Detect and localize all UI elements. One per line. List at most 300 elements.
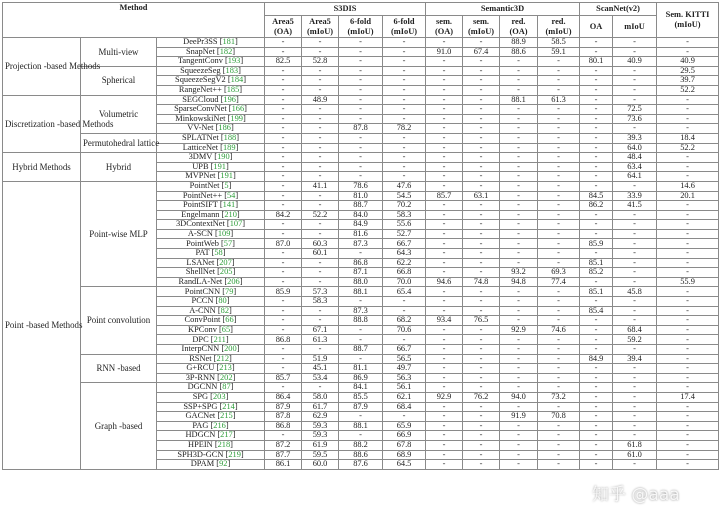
score-cell: - — [265, 47, 302, 57]
score-cell: - — [426, 66, 463, 76]
score-cell: 94.0 — [500, 392, 538, 402]
score-cell: - — [339, 354, 383, 364]
score-cell: - — [613, 76, 657, 86]
dataset-group-header: Semantic3D — [426, 3, 580, 16]
score-cell: - — [426, 124, 463, 134]
score-cell: - — [657, 258, 719, 268]
citation-link[interactable]: 166 — [231, 104, 245, 114]
score-cell: - — [613, 124, 657, 134]
method-header: Method — [3, 3, 265, 38]
score-cell: 61.7 — [302, 402, 339, 412]
method-name: DGCNN — [187, 382, 218, 392]
citation-link[interactable]: 5 — [224, 181, 229, 190]
table-row — [3, 153, 719, 163]
score-cell: - — [613, 297, 657, 307]
score-cell: - — [657, 124, 719, 134]
method-name: A-CNN — [189, 305, 216, 315]
score-cell: - — [339, 114, 383, 124]
score-cell: - — [657, 316, 719, 326]
citation-link[interactable]: 57 — [223, 238, 233, 248]
score-cell: - — [426, 268, 463, 278]
score-cell: - — [657, 201, 719, 211]
citation-link[interactable]: 80 — [218, 296, 227, 306]
method-name-cell: PCCN [80] — [157, 297, 265, 307]
citation-link[interactable]: 87 — [222, 382, 231, 392]
score-cell: - — [613, 460, 657, 470]
score-cell: - — [302, 201, 339, 211]
citation-link[interactable]: 211 — [213, 334, 226, 344]
score-cell: 17.4 — [657, 392, 719, 402]
score-cell: - — [500, 162, 538, 172]
score-cell: - — [500, 364, 538, 374]
method-name-cell: SPLATNet [188] — [157, 133, 265, 143]
score-cell: - — [339, 47, 383, 57]
score-cell: - — [339, 172, 383, 182]
citation-link[interactable]: 181 — [222, 37, 236, 47]
score-cell: 64.1 — [613, 172, 657, 182]
score-cell: 86.2 — [580, 201, 613, 211]
score-cell: - — [383, 306, 426, 316]
score-cell: 66.9 — [383, 431, 426, 441]
score-cell: - — [383, 133, 426, 143]
method-name-cell: UPB [191] — [157, 162, 265, 172]
citation-link[interactable]: 188 — [223, 133, 237, 143]
score-cell: - — [463, 114, 500, 124]
score-cell: - — [265, 162, 302, 172]
score-cell: - — [463, 354, 500, 364]
citation-link[interactable]: 214 — [222, 401, 235, 411]
score-cell: - — [538, 440, 580, 450]
score-cell: - — [657, 335, 719, 345]
score-cell: - — [463, 153, 500, 163]
score-cell: - — [265, 105, 302, 115]
method-name: 3DMV — [188, 152, 213, 162]
citation-link[interactable]: 182 — [219, 46, 233, 56]
citation-link[interactable]: 58 — [214, 248, 223, 258]
score-cell: 56.5 — [383, 354, 426, 364]
method-name-cell: DPAM [92] — [157, 460, 265, 470]
method-name: RangeNet++ — [178, 85, 222, 95]
score-cell: 69.3 — [538, 268, 580, 278]
score-cell: 66.7 — [383, 239, 426, 249]
score-cell: 80.1 — [580, 57, 613, 67]
score-cell: 58.3 — [383, 210, 426, 220]
method-name-cell: PointCNN [79] — [157, 287, 265, 297]
score-cell: - — [580, 143, 613, 153]
citation-link[interactable]: 206 — [227, 276, 240, 286]
score-cell: - — [265, 383, 302, 393]
table-row — [3, 133, 719, 143]
score-cell: - — [538, 258, 580, 268]
score-cell: 66.8 — [383, 268, 426, 278]
score-cell: - — [580, 105, 613, 115]
score-cell: - — [339, 143, 383, 153]
score-cell: - — [500, 383, 538, 393]
score-cell: 52.2 — [302, 210, 339, 220]
score-cell: 88.0 — [339, 277, 383, 287]
score-cell: 59.3 — [302, 421, 339, 431]
score-cell: - — [265, 143, 302, 153]
score-cell: - — [657, 460, 719, 470]
subcategory-cell: Multi-view — [81, 38, 157, 67]
score-cell: - — [265, 258, 302, 268]
citation-link[interactable]: 200 — [224, 344, 237, 354]
citation-link[interactable]: 92 — [219, 459, 228, 469]
table-header — [3, 3, 719, 38]
method-name-cell: DGCNN [87] — [157, 383, 265, 393]
score-cell: - — [383, 297, 426, 307]
score-cell: - — [265, 95, 302, 105]
score-cell: - — [613, 306, 657, 316]
score-cell: 61.9 — [302, 440, 339, 450]
score-cell: - — [463, 124, 500, 134]
score-cell: - — [580, 392, 613, 402]
score-cell: - — [538, 143, 580, 153]
citation-link[interactable]: 190 — [217, 152, 230, 162]
score-cell: - — [538, 162, 580, 172]
method-name: SEGCloud — [182, 94, 219, 104]
score-cell: - — [580, 335, 613, 345]
score-cell: - — [538, 133, 580, 143]
score-cell: - — [613, 229, 657, 239]
score-cell: - — [500, 143, 538, 153]
citation-link[interactable]: 216 — [213, 420, 226, 430]
score-cell: - — [500, 220, 538, 230]
citation-link[interactable]: 109 — [217, 228, 231, 238]
score-cell: - — [339, 325, 383, 335]
citation-link[interactable]: 219 — [228, 449, 241, 459]
score-cell: 45.8 — [613, 287, 657, 297]
score-cell: - — [265, 431, 302, 441]
score-cell: 84.5 — [580, 191, 613, 201]
score-cell: 67.8 — [383, 440, 426, 450]
citation-link[interactable]: 65 — [221, 324, 231, 334]
citation-link[interactable]: 207 — [219, 257, 232, 267]
score-cell: - — [463, 162, 500, 172]
citation-link[interactable]: 193 — [227, 56, 241, 66]
citation-link[interactable]: 189 — [222, 142, 236, 152]
score-cell: 49.7 — [383, 364, 426, 374]
score-cell: - — [657, 220, 719, 230]
score-cell: - — [538, 297, 580, 307]
score-cell: - — [500, 57, 538, 67]
score-cell: - — [538, 220, 580, 230]
score-cell: - — [265, 191, 302, 201]
citation-link[interactable]: 213 — [219, 363, 232, 373]
score-cell: 64.5 — [383, 460, 426, 470]
citation-link[interactable]: 82 — [220, 305, 229, 315]
column-header-line1: sem. — [435, 16, 453, 26]
score-cell: 86.1 — [265, 460, 302, 470]
score-cell: - — [463, 335, 500, 345]
score-cell: - — [538, 105, 580, 115]
score-cell: - — [426, 364, 463, 374]
score-cell: 60.3 — [302, 239, 339, 249]
method-name: ConvPoint — [184, 315, 221, 325]
score-cell: 60.0 — [302, 460, 339, 470]
score-cell: - — [657, 153, 719, 163]
column-header-line2: (mIoU) — [545, 26, 572, 36]
score-cell: - — [426, 172, 463, 182]
score-cell: - — [463, 287, 500, 297]
score-cell: - — [500, 306, 538, 316]
score-cell: - — [463, 105, 500, 115]
score-cell: - — [613, 373, 657, 383]
score-cell: 88.6 — [500, 47, 538, 57]
score-cell: - — [580, 316, 613, 326]
score-cell: - — [426, 412, 463, 422]
score-cell: 85.2 — [580, 268, 613, 278]
column-header — [580, 16, 613, 38]
score-cell: 29.5 — [657, 66, 719, 76]
method-name-cell: InterpCNN [200] — [157, 345, 265, 355]
score-cell: - — [426, 258, 463, 268]
score-cell: - — [657, 229, 719, 239]
method-name: MVPNet — [185, 171, 216, 181]
citation-link[interactable]: 79 — [225, 286, 234, 296]
method-name: SqueezeSeg — [180, 65, 221, 75]
score-cell: 61.3 — [538, 95, 580, 105]
score-cell: 39.7 — [657, 76, 719, 86]
score-cell: 87.8 — [339, 124, 383, 134]
score-cell: - — [657, 325, 719, 335]
score-cell: - — [580, 172, 613, 182]
dataset-group-header — [657, 3, 719, 38]
score-cell: - — [265, 297, 302, 307]
column-header-line1: sem. — [472, 16, 490, 26]
method-name-cell: PointWeb [57] — [157, 239, 265, 249]
citation-link[interactable]: 66 — [225, 315, 234, 325]
score-cell: - — [426, 354, 463, 364]
method-name-cell: SnapNet [182] — [157, 47, 265, 57]
citation-link[interactable]: 203 — [212, 392, 226, 402]
score-cell: - — [580, 229, 613, 239]
score-cell: - — [657, 421, 719, 431]
score-cell: - — [463, 95, 500, 105]
citation-link[interactable]: 212 — [216, 353, 229, 363]
score-cell: - — [302, 162, 339, 172]
score-cell: 57.3 — [302, 287, 339, 297]
score-cell: - — [265, 181, 302, 191]
score-cell: - — [463, 412, 500, 422]
score-cell: - — [657, 287, 719, 297]
method-name-cell: LSANet [207] — [157, 258, 265, 268]
score-cell: - — [580, 412, 613, 422]
method-name: SSP+SPG — [183, 401, 218, 411]
citation-link[interactable]: 205 — [219, 267, 233, 277]
score-cell: 91.0 — [426, 47, 463, 57]
score-cell: - — [265, 306, 302, 316]
score-cell: - — [657, 268, 719, 278]
score-cell: 85.1 — [580, 287, 613, 297]
method-name-cell: HDGCN [217] — [157, 431, 265, 441]
score-cell: - — [426, 38, 463, 48]
score-cell: 77.4 — [538, 277, 580, 287]
method-name: DeePr3SS — [183, 37, 218, 47]
column-header-line2: (mIoU) — [467, 26, 495, 36]
method-name: PAT — [195, 248, 210, 258]
score-cell: - — [538, 460, 580, 470]
score-cell: 86.4 — [265, 392, 302, 402]
score-cell: - — [302, 316, 339, 326]
citation-link[interactable]: 202 — [219, 372, 233, 382]
score-cell: - — [339, 105, 383, 115]
category-cell: Projection -based Methods — [3, 38, 81, 96]
citation-link[interactable]: 199 — [230, 113, 243, 123]
score-cell: 88.1 — [339, 421, 383, 431]
method-name: SnapNet — [185, 46, 215, 56]
score-cell: - — [265, 201, 302, 211]
score-cell: - — [613, 268, 657, 278]
score-cell: 59.2 — [613, 335, 657, 345]
subcategory-cell: Hybrid — [81, 153, 157, 182]
score-cell: - — [265, 38, 302, 48]
score-cell: - — [302, 124, 339, 134]
citation-link[interactable]: 196 — [223, 94, 236, 104]
citation-link[interactable]: 54 — [226, 190, 236, 200]
score-cell: - — [463, 306, 500, 316]
score-cell: 54.5 — [383, 191, 426, 201]
score-cell: 59.5 — [302, 450, 339, 460]
score-cell: - — [463, 249, 500, 259]
citation-link[interactable]: 191 — [213, 161, 226, 171]
score-cell: - — [426, 210, 463, 220]
score-cell: 86.8 — [339, 258, 383, 268]
score-cell: - — [613, 383, 657, 393]
score-cell: - — [463, 450, 500, 460]
citation-link[interactable]: 107 — [229, 219, 243, 229]
score-cell: - — [463, 258, 500, 268]
score-cell: - — [426, 402, 463, 412]
score-cell: - — [426, 105, 463, 115]
method-name-cell: MVPNet [191] — [157, 172, 265, 182]
score-cell: 66.7 — [383, 345, 426, 355]
score-cell: - — [657, 47, 719, 57]
score-cell: - — [538, 66, 580, 76]
score-cell: 85.4 — [580, 306, 613, 316]
score-cell: - — [500, 229, 538, 239]
citation-link[interactable]: 141 — [222, 200, 236, 210]
score-cell: - — [538, 306, 580, 316]
score-cell: - — [613, 258, 657, 268]
score-cell: 14.6 — [657, 181, 719, 191]
method-name: SPLATNet — [182, 133, 219, 143]
score-cell: 86.8 — [265, 421, 302, 431]
score-cell: 81.0 — [339, 191, 383, 201]
column-header — [538, 16, 580, 38]
column-header-line2: (OA) — [273, 26, 293, 36]
score-cell: - — [426, 153, 463, 163]
citation-link[interactable]: 184 — [230, 75, 244, 85]
score-cell: 93.4 — [426, 316, 463, 326]
score-cell: - — [426, 450, 463, 460]
score-cell: - — [302, 114, 339, 124]
score-cell: - — [657, 249, 719, 259]
score-cell: - — [580, 364, 613, 374]
score-cell: 41.5 — [613, 201, 657, 211]
method-name-cell: SPG [203] — [157, 392, 265, 402]
score-cell: - — [265, 345, 302, 355]
score-cell: - — [265, 220, 302, 230]
score-cell: - — [463, 76, 500, 86]
score-cell: - — [426, 76, 463, 86]
score-cell: - — [538, 172, 580, 182]
score-cell: 92.9 — [500, 325, 538, 335]
score-cell: 64.0 — [613, 143, 657, 153]
score-cell: - — [265, 114, 302, 124]
score-cell: - — [580, 277, 613, 287]
score-cell: - — [339, 431, 383, 441]
score-cell: - — [580, 114, 613, 124]
score-cell: - — [463, 297, 500, 307]
score-cell: 88.2 — [339, 440, 383, 450]
score-cell: - — [613, 85, 657, 95]
score-cell: - — [302, 85, 339, 95]
score-cell: - — [538, 249, 580, 259]
category-cell: Discretization -based Methods — [3, 95, 81, 153]
score-cell: - — [500, 105, 538, 115]
citation-link[interactable]: 186 — [218, 123, 231, 133]
score-cell: 70.6 — [383, 325, 426, 335]
citation-link[interactable]: 218 — [217, 440, 231, 450]
method-name-cell: MinkowskiNet [199] — [157, 114, 265, 124]
citation-link[interactable]: 183 — [225, 65, 239, 75]
score-cell: - — [580, 133, 613, 143]
score-cell: 87.3 — [339, 239, 383, 249]
score-cell: - — [500, 373, 538, 383]
score-cell: - — [500, 354, 538, 364]
score-cell: - — [463, 143, 500, 153]
score-cell: - — [302, 153, 339, 163]
score-cell: - — [538, 191, 580, 201]
score-cell: - — [265, 172, 302, 182]
citation-link[interactable]: 210 — [224, 209, 237, 219]
citation-link[interactable]: 217 — [220, 430, 233, 440]
score-cell: 67.1 — [302, 325, 339, 335]
score-cell: - — [500, 287, 538, 297]
score-cell: 20.1 — [657, 191, 719, 201]
score-cell: - — [538, 210, 580, 220]
score-cell: 47.6 — [383, 181, 426, 191]
method-name: UPB — [192, 161, 209, 171]
score-cell: - — [500, 133, 538, 143]
score-cell: - — [302, 66, 339, 76]
method-name: DPC — [192, 334, 209, 344]
score-cell: - — [538, 114, 580, 124]
method-name: VV-Net — [187, 123, 214, 133]
column-header-line1: mIoU — [624, 21, 645, 31]
score-cell: - — [463, 229, 500, 239]
citation-link[interactable]: 185 — [226, 85, 240, 95]
score-cell: - — [613, 345, 657, 355]
score-cell: - — [426, 220, 463, 230]
score-cell: 55.6 — [383, 220, 426, 230]
method-name-cell: A-SCN [109] — [157, 229, 265, 239]
citation-link[interactable]: 215 — [220, 411, 233, 421]
score-cell: 65.4 — [383, 287, 426, 297]
score-cell: - — [657, 95, 719, 105]
watermark-text: 知乎 @aaa — [592, 485, 680, 505]
column-header — [463, 16, 500, 38]
score-cell: - — [657, 383, 719, 393]
score-cell: - — [538, 383, 580, 393]
method-name: PAG — [192, 420, 209, 430]
method-name-cell: VV-Net [186] — [157, 124, 265, 134]
score-cell: - — [383, 38, 426, 48]
method-name-cell: ConvPoint [66] — [157, 316, 265, 326]
column-header — [302, 16, 339, 38]
citation-link[interactable]: 191 — [220, 171, 233, 181]
